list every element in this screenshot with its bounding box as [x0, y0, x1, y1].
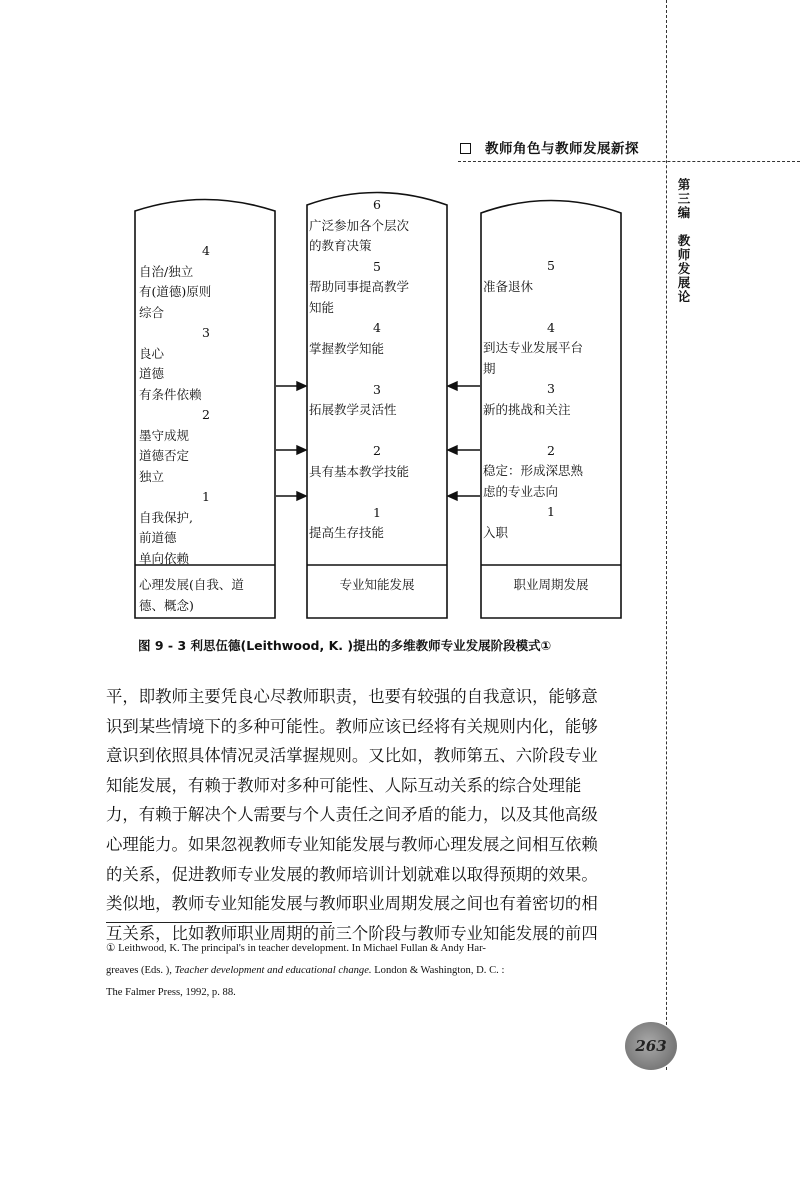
- stage-text: 综合: [139, 304, 165, 320]
- stage-text: 掌握教学知能: [309, 340, 385, 356]
- stage-text: 广泛参加各个层次: [309, 217, 410, 233]
- stage-number: 2: [373, 443, 381, 458]
- footnote-line: ① Leithwood, K. The principal's in teacher development. In Michael Fullan & Andy Har-: [106, 943, 486, 954]
- stage-number: 5: [373, 258, 381, 274]
- stage-text: 帮助同事提高教学: [309, 279, 410, 294]
- column-left-text: [139, 241, 273, 569]
- stage-number: 2: [547, 442, 555, 458]
- stage-text: 自我保护,: [139, 509, 193, 525]
- stage-text: 入职: [483, 524, 509, 540]
- stage-text: [309, 359, 445, 380]
- body-line: 意识到依照具体情况灵活掌握规则。又比如，教师第五、六阶段专业: [106, 746, 598, 766]
- stage-text: 拓展教学灵活性: [309, 402, 397, 417]
- stage-text: 提高生存技能: [309, 525, 385, 540]
- sidebar-char: 展: [677, 275, 691, 290]
- body-line: 类似地，教师专业知能发展与教师职业周期发展之间也有着密切的相: [106, 894, 598, 914]
- sidebar-char: 第: [677, 177, 691, 192]
- stage-number: 5: [547, 258, 555, 273]
- header-title: 教师角色与教师发展新探: [485, 141, 639, 157]
- stage-number: 4: [373, 320, 381, 335]
- footnote-line: greaves (Eds. ), Teacher development and educational change. London & Washington, D. C. :: [106, 965, 505, 976]
- stage-text: 虑的专业志向: [483, 483, 559, 499]
- stage-number: 2: [202, 407, 210, 422]
- stage-text: 前道德: [139, 530, 177, 545]
- stage-number: 1: [547, 504, 555, 519]
- stage-text: 知能: [309, 299, 335, 315]
- stage-text: 独立: [139, 468, 165, 484]
- stage-text: [309, 482, 445, 503]
- stage-text: 墨守成规: [139, 427, 190, 443]
- footnote-rule: [106, 922, 332, 923]
- body-line: 互关系，比如教师职业周期的前三个阶段与教师专业知能发展的前四: [106, 923, 598, 943]
- page-number: 263: [625, 1022, 677, 1070]
- sidebar-char: 教: [677, 233, 691, 248]
- figure-caption: 图 9 - 3 利思伍德(Leithwood, K. )提出的多维教师专业发展阶段模式①: [138, 638, 552, 653]
- stage-text: 自治/独立: [139, 263, 194, 279]
- sidebar-char: 论: [677, 289, 691, 304]
- stage-number: 3: [373, 381, 381, 397]
- column-right-text: [483, 256, 619, 543]
- column-right-label: 职业周期发展: [513, 577, 589, 592]
- stage-text: [309, 421, 445, 442]
- stage-text: [483, 297, 619, 318]
- stage-number: 4: [202, 243, 210, 258]
- body-text: [106, 682, 654, 948]
- stage-number: 1: [202, 489, 210, 504]
- stage-text: 良心: [139, 345, 165, 361]
- stage-text: 到达专业发展平台: [483, 340, 584, 355]
- stage-number: 6: [373, 197, 381, 212]
- stage-text: 期: [483, 360, 496, 376]
- body-line: 的关系，促进教师专业发展的教师培训计划就难以取得预期的效果。: [106, 864, 598, 884]
- body-line: 心理能力。如果忽视教师专业知能发展与教师心理发展之间相互依赖: [106, 834, 598, 854]
- stage-text: [483, 420, 619, 441]
- stage-text: 新的挑战和关注: [483, 401, 571, 417]
- stage-text: 准备退休: [483, 278, 534, 294]
- stage-text: 有条件依赖: [139, 386, 202, 402]
- sidebar-char: 师: [677, 247, 691, 262]
- stage-text: 稳定：形成深思熟: [483, 463, 584, 478]
- stage-text: 道德: [139, 366, 165, 381]
- sidebar-char: 发: [677, 261, 691, 276]
- column-middle-text: [309, 195, 445, 544]
- stage-number: 4: [547, 319, 555, 335]
- stage-text: 具有基本教学技能: [309, 463, 410, 479]
- column-middle-label: 专业知能发展: [339, 577, 415, 592]
- body-line: 知能发展，有赖于教师对多种可能性、人际互动关系的综合处理能: [106, 775, 582, 795]
- stage-text: 的教育决策: [309, 238, 372, 253]
- stage-text: 单向依赖: [139, 550, 190, 566]
- body-line: 平，即教师主要凭良心尽教师职责，也要有较强的自我意识，能够意: [106, 687, 598, 706]
- footnote-line: The Falmer Press, 1992, p. 88.: [106, 987, 236, 998]
- stage-number: 3: [547, 381, 555, 396]
- stage-text: 有(道德)原则: [139, 284, 212, 299]
- column-left-label: 心理发展(自我、道 德、概念): [139, 577, 244, 613]
- sidebar-char: 三: [677, 191, 691, 206]
- body-line: 识到某些情境下的多种可能性。教师应该已经将有关规则内化，能够: [106, 716, 598, 736]
- sidebar-char: 编: [677, 205, 691, 220]
- stage-text: 道德否定: [139, 448, 190, 463]
- footnote: [106, 938, 658, 1004]
- body-line: 力，有赖于解决个人需要与个人责任之间矛盾的能力，以及其他高级: [106, 805, 598, 825]
- stage-number: 3: [202, 325, 210, 340]
- stage-number: 1: [373, 504, 381, 520]
